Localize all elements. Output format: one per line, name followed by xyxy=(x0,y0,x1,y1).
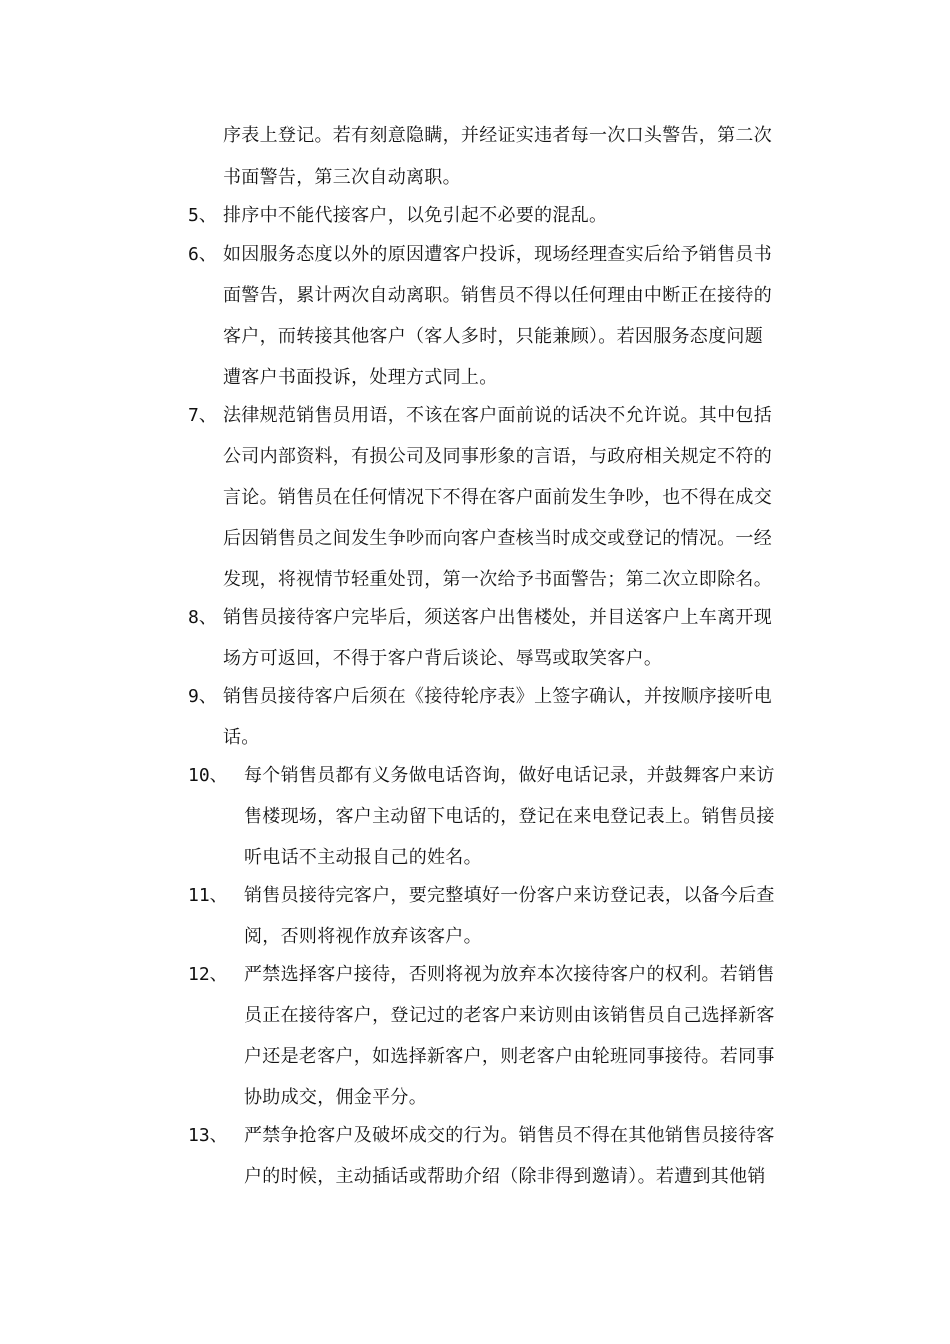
item-text-line: 遭客户书面投诉，处理方式同上。 xyxy=(223,367,498,388)
item-text-line: 法律规范销售员用语，不该在客户面前说的话决不允许说。其中包括 xyxy=(223,405,772,426)
item-text-line: 户还是老客户，如选择新客户，则老客户由轮班同事接待。若同事 xyxy=(244,1046,775,1067)
item-number: 7、 xyxy=(188,405,217,426)
item-number: 6、 xyxy=(188,244,217,265)
item-text-line: 阅，否则将视作放弃该客户。 xyxy=(244,926,482,947)
item-text-line: 每个销售员都有义务做电话咨询，做好电话记录，并鼓舞客户来访 xyxy=(244,765,775,786)
item-text-line: 公司内部资料，有损公司及同事形象的言语，与政府相关规定不符的 xyxy=(223,446,772,467)
item-text-line: 面警告，累计两次自动离职。销售员不得以任何理由中断正在接待的 xyxy=(223,285,772,306)
item-text-line: 员正在接待客户，登记过的老客户来访则由该销售员自己选择新客 xyxy=(244,1005,775,1026)
item-text-line: 场方可返回，不得于客户背后谈论、辱骂或取笑客户。 xyxy=(223,648,663,669)
item-text-line: 发现，将视情节轻重处罚，第一次给予书面警告；第二次立即除名。 xyxy=(223,569,772,590)
item-text-line: 话。 xyxy=(223,727,260,748)
item-text-line: 听电话不主动报自己的姓名。 xyxy=(244,847,482,868)
item-text-line: 销售员接待客户后须在《接待轮序表》上签字确认，并按顺序接听电 xyxy=(223,686,772,707)
item-text-line: 客户，而转接其他客户（客人多时，只能兼顾）。若因服务态度问题 xyxy=(223,326,763,347)
item-number: 11、 xyxy=(188,885,228,906)
continuation-line: 序表上登记。若有刻意隐瞒，并经证实违者每一次口头警告，第二次 xyxy=(223,125,772,146)
item-text-line: 售楼现场，客户主动留下电话的，登记在来电登记表上。销售员接 xyxy=(244,806,775,827)
item-number: 10、 xyxy=(188,765,228,786)
item-text-line: 户的时候，主动插话或帮助介绍（除非得到邀请）。若遭到其他销 xyxy=(244,1166,766,1187)
continuation-line: 书面警告，第三次自动离职。 xyxy=(223,167,461,188)
item-text-line: 销售员接待完客户，要完整填好一份客户来访登记表，以备今后查 xyxy=(244,885,775,906)
item-number: 12、 xyxy=(188,964,228,985)
item-text-line: 严禁选择客户接待，否则将视为放弃本次接待客户的权利。若销售 xyxy=(244,964,775,985)
item-number: 5、 xyxy=(188,205,217,226)
item-text-line: 销售员接待客户完毕后，须送客户出售楼处，并目送客户上车离开现 xyxy=(223,607,772,628)
item-text-line: 如因服务态度以外的原因遭客户投诉，现场经理查实后给予销售员书 xyxy=(223,244,772,265)
item-number: 8、 xyxy=(188,607,217,628)
item-text-line: 严禁争抢客户及破坏成交的行为。销售员不得在其他销售员接待客 xyxy=(244,1125,775,1146)
item-text-line: 言论。销售员在任何情况下不得在客户面前发生争吵，也不得在成交 xyxy=(223,487,772,508)
item-number: 13、 xyxy=(188,1125,228,1146)
item-number: 9、 xyxy=(188,686,217,707)
item-text-line: 后因销售员之间发生争吵而向客户查核当时成交或登记的情况。一经 xyxy=(223,528,772,549)
item-text-line: 排序中不能代接客户，以免引起不必要的混乱。 xyxy=(223,205,608,226)
item-text-line: 协助成交，佣金平分。 xyxy=(244,1087,427,1108)
